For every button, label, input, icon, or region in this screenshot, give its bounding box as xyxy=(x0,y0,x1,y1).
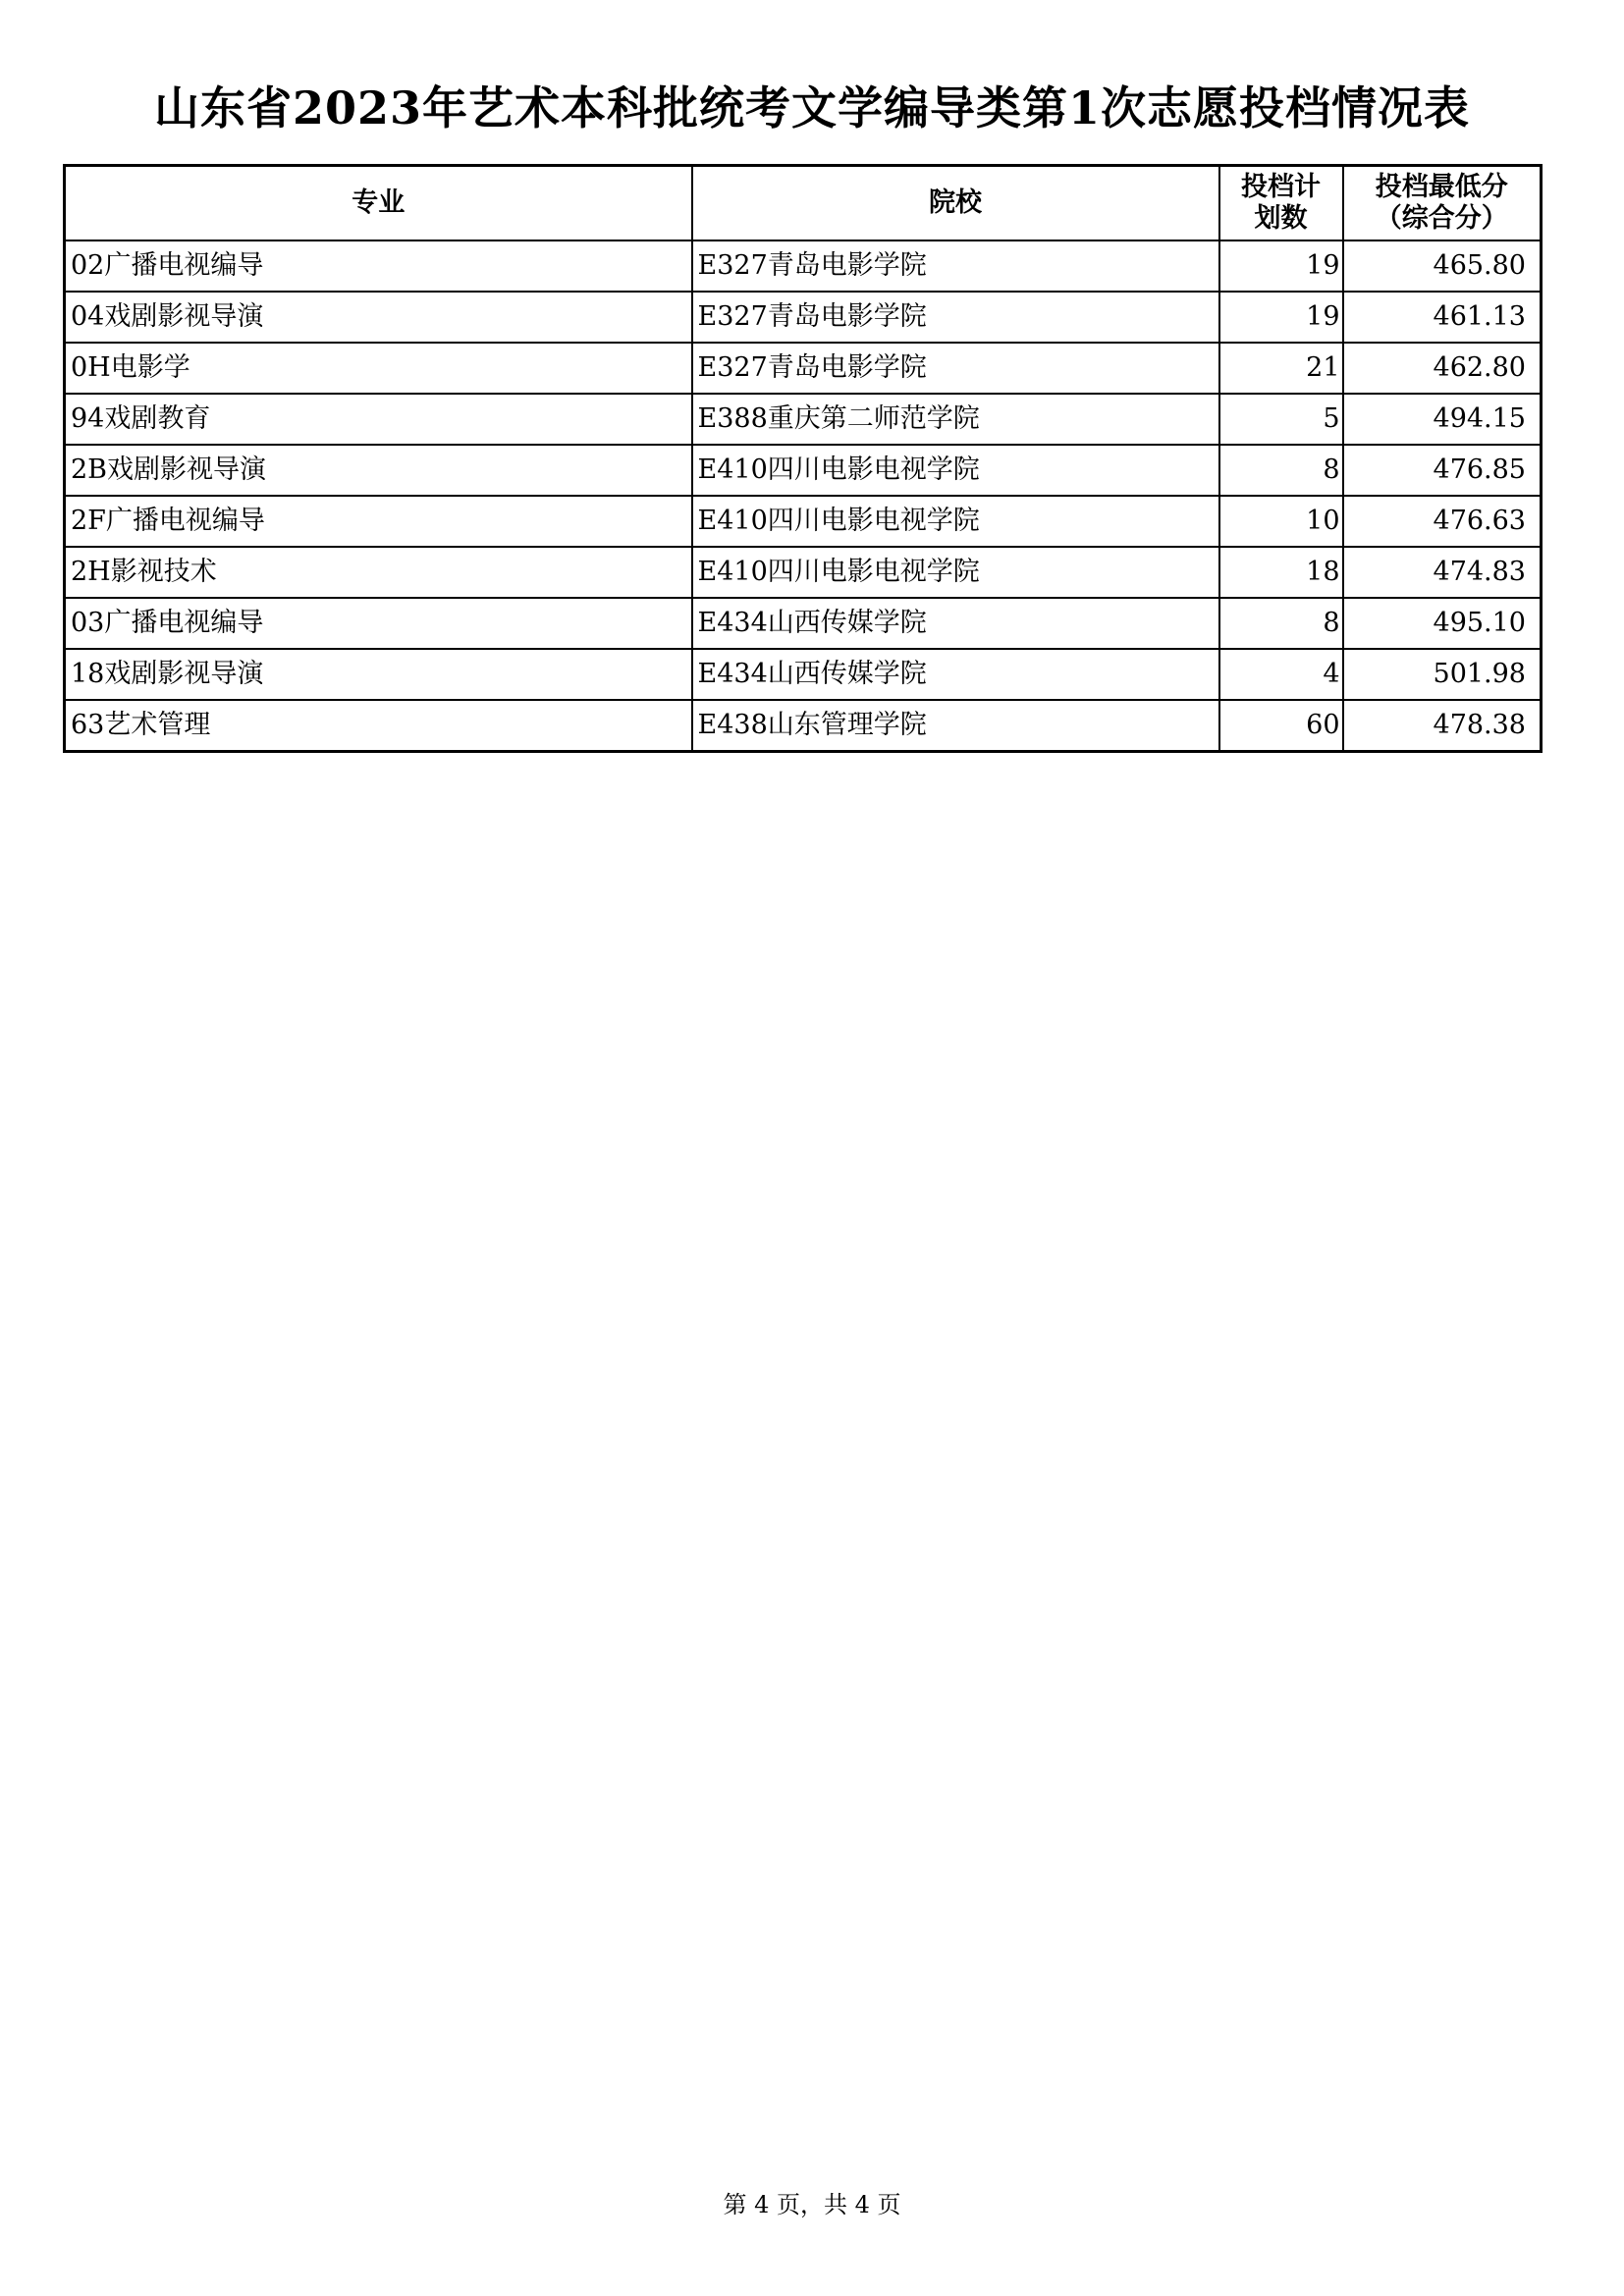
header-score-line1: 投档最低分 xyxy=(1375,172,1508,202)
cell-school: E327青岛电影学院 xyxy=(692,240,1219,292)
table-row xyxy=(65,547,1542,598)
cell-school: E410四川电影电视学院 xyxy=(692,445,1219,496)
cell-school: E410四川电影电视学院 xyxy=(692,547,1219,598)
cell-school: E388重庆第二师范学院 xyxy=(692,394,1219,445)
cell-major: 63艺术管理 xyxy=(65,700,692,752)
cell-major: 18戏剧影视导演 xyxy=(65,649,692,700)
admission-table xyxy=(63,164,1543,753)
cell-school: E327青岛电影学院 xyxy=(692,343,1219,394)
header-plan-line2: 划数 xyxy=(1254,203,1308,234)
table-row xyxy=(65,649,1542,700)
table-row xyxy=(65,496,1542,547)
cell-score: 495.10 xyxy=(1343,598,1542,649)
cell-plan: 19 xyxy=(1219,240,1343,292)
cell-score: 461.13 xyxy=(1343,292,1542,343)
cell-plan: 5 xyxy=(1219,394,1343,445)
admission-table-container xyxy=(63,164,1540,753)
table-row xyxy=(65,598,1542,649)
table-row xyxy=(65,343,1542,394)
header-score xyxy=(1343,166,1542,241)
cell-school: E438山东管理学院 xyxy=(692,700,1219,752)
cell-major: 0H电影学 xyxy=(65,343,692,394)
cell-major: 2F广播电视编导 xyxy=(65,496,692,547)
cell-plan: 4 xyxy=(1219,649,1343,700)
table-row xyxy=(65,292,1542,343)
cell-plan: 18 xyxy=(1219,547,1343,598)
cell-score: 474.83 xyxy=(1343,547,1542,598)
cell-score: 478.38 xyxy=(1343,700,1542,752)
cell-plan: 21 xyxy=(1219,343,1343,394)
cell-score: 501.98 xyxy=(1343,649,1542,700)
page-title: 山东省2023年艺术本科批统考文学编导类第1次志愿投档情况表 xyxy=(153,81,1471,134)
cell-plan: 60 xyxy=(1219,700,1343,752)
header-school: 院校 xyxy=(692,166,1219,241)
cell-score: 494.15 xyxy=(1343,394,1542,445)
cell-score: 465.80 xyxy=(1343,240,1542,292)
cell-major: 2H影视技术 xyxy=(65,547,692,598)
cell-plan: 10 xyxy=(1219,496,1343,547)
table-row xyxy=(65,700,1542,752)
header-major: 专业 xyxy=(65,166,692,241)
cell-major: 94戏剧教育 xyxy=(65,394,692,445)
cell-score: 476.85 xyxy=(1343,445,1542,496)
table-row xyxy=(65,445,1542,496)
cell-plan: 8 xyxy=(1219,445,1343,496)
cell-major: 03广播电视编导 xyxy=(65,598,692,649)
table-row xyxy=(65,394,1542,445)
header-plan-line1: 投档计 xyxy=(1241,172,1321,202)
cell-major: 02广播电视编导 xyxy=(65,240,692,292)
cell-school: E434山西传媒学院 xyxy=(692,649,1219,700)
cell-school: E410四川电影电视学院 xyxy=(692,496,1219,547)
page-footer: 第 4 页，共 4 页 xyxy=(723,2191,901,2218)
cell-plan: 19 xyxy=(1219,292,1343,343)
cell-score: 462.80 xyxy=(1343,343,1542,394)
cell-major: 2B戏剧影视导演 xyxy=(65,445,692,496)
table-row xyxy=(65,240,1542,292)
cell-school: E327青岛电影学院 xyxy=(692,292,1219,343)
cell-school: E434山西传媒学院 xyxy=(692,598,1219,649)
cell-major: 04戏剧影视导演 xyxy=(65,292,692,343)
table-header-row xyxy=(65,166,1542,241)
cell-plan: 8 xyxy=(1219,598,1343,649)
header-plan xyxy=(1219,166,1343,241)
header-score-line2: （综合分） xyxy=(1375,203,1508,234)
cell-score: 476.63 xyxy=(1343,496,1542,547)
